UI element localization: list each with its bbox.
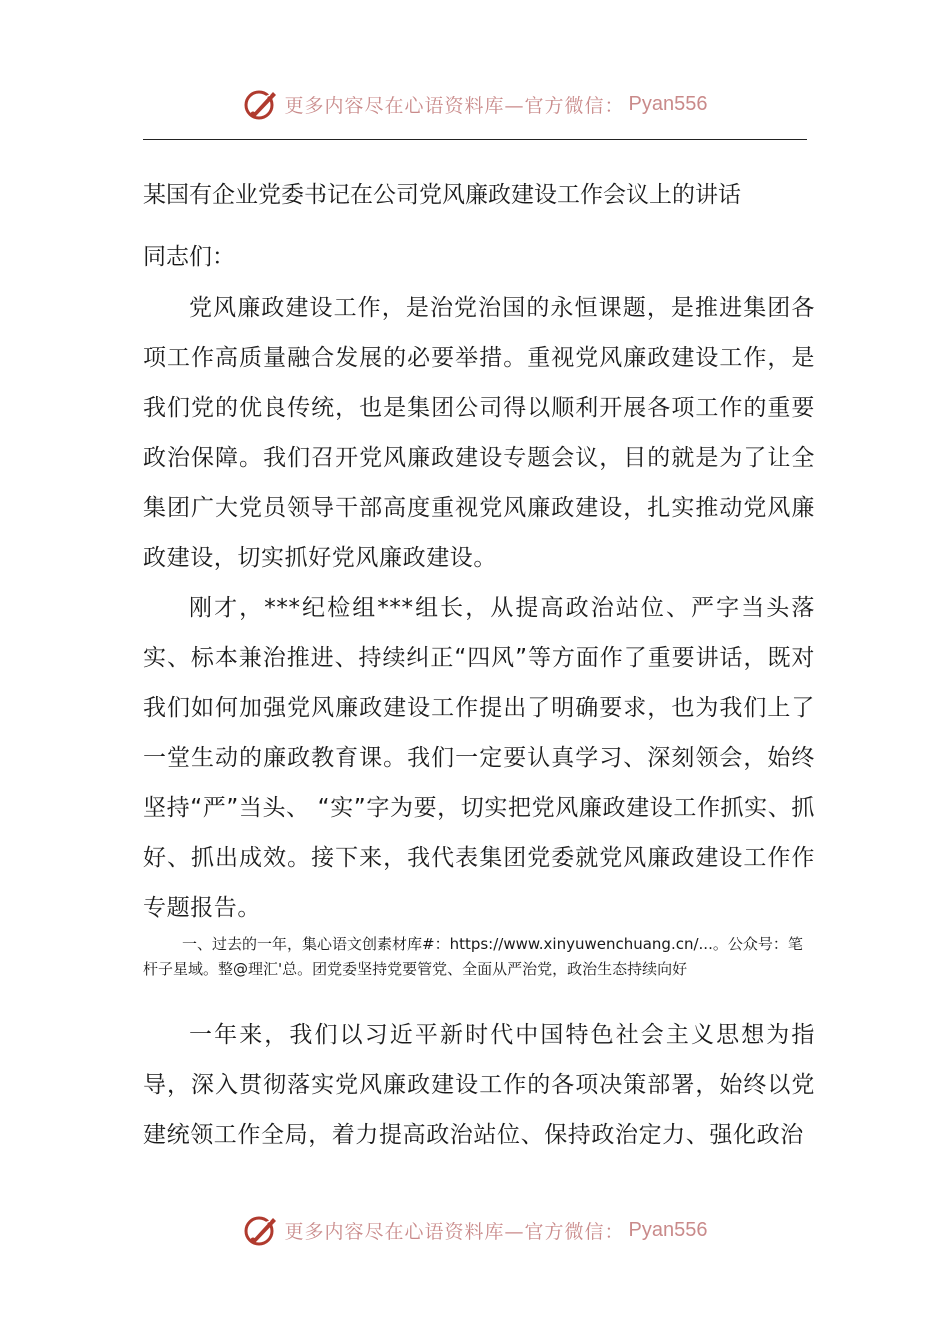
document-title: 某国有企业党委书记在公司党风廉政建设工作会议上的讲话 [143, 182, 741, 208]
footer-banner [0, 1210, 950, 1250]
footer-wechat-id: Pyan556 [628, 1218, 708, 1241]
paragraph-3: 一年来，我们以习近平新时代中国特色社会主义思想为指导，深入贯彻落实党风廉政建设工作的各项决策部署，始终以党建统领工作全局，着力提高政治站位、保持政治定力、强化政治 [143, 1022, 815, 1148]
quill-pen-seal-icon [243, 86, 279, 122]
paragraph-1: 党风廉政建设工作，是治党治国的永恒课题，是推进集团各项工作高质量融合发展的必要举措。重视党风廉政建设工作，是我们党的优良传统，也是集团公司得以顺利开展各项工作的重要政治保障。我们召开党风廉政建设专题会议，目的就是为了让全集团广大党员领导干部高度重视党风廉政建设，扎实推动党风廉政建设，切实抓好党风廉政建设。 [143, 295, 815, 571]
paragraph-2: 刚才，***纪检组***组长，从提高政治站位、严字当头落实、标本兼治推进、持续纠正“四风”等方面作了重要讲话，既对我们如何加强党风廉政建设工作提出了明确要求，也为我们上了一堂生动的廉政教育课。我们一定要认真学习、深刻领会，始终坚持“严”当头、 “实”字为要，切实把党风廉政建设工作抓实、抓好、抓出成效。接下来，我代表集团党委就党风廉政建设工作作专题报告。 [143, 595, 815, 921]
footer-banner-text: 更多内容尽在心语资料库—官方微信： [284, 1220, 625, 1243]
header-banner-text: 更多内容尽在心语资料库—官方微信： [284, 94, 625, 117]
header-divider [143, 139, 807, 140]
header-wechat-id: Pyan556 [628, 92, 708, 115]
header-banner [0, 84, 950, 124]
salutation: 同志们： [143, 244, 235, 270]
section-heading: 一、过去的一年，集心语文创素材库#：https://www.xinyuwenchuang.cn/...。公众号：笔杆子星域。整@理汇'总。团党委坚持党要管党、全面从严治党，政治生态持续向好 [143, 935, 803, 978]
quill-pen-seal-icon [243, 1212, 279, 1248]
